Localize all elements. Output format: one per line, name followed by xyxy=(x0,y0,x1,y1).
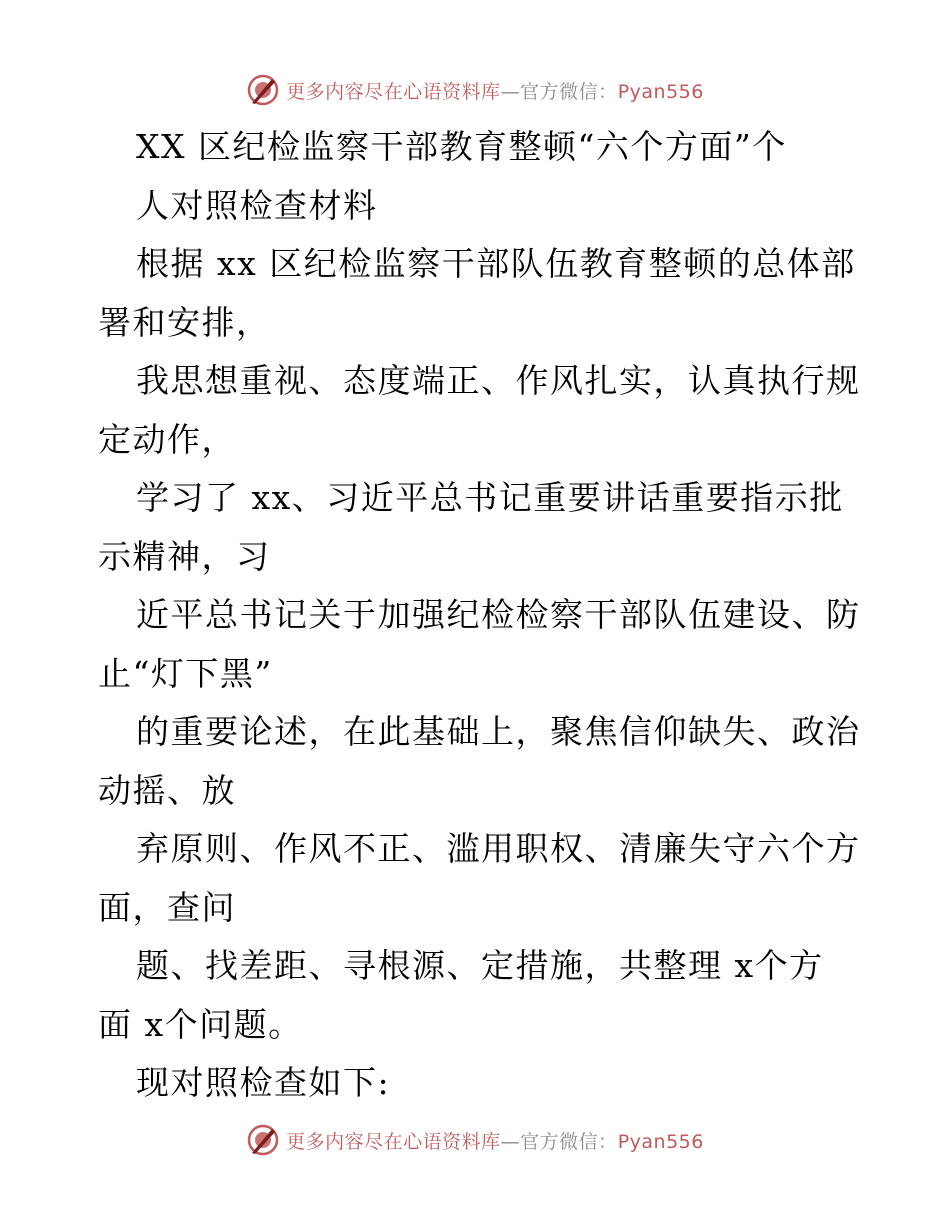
text-line: 根据 xx 区纪检监察干部队伍教育整顿的总体部 xyxy=(136,244,856,283)
watermark-main: 更多内容尽在心语资料库 xyxy=(286,80,501,103)
text-line: 学习了 xx、习近平总书记重要讲话重要指示批 xyxy=(136,478,844,517)
text-line: 止“灯下黑” xyxy=(98,653,273,693)
watermark-main: 更多内容尽在心语资料库 xyxy=(286,1130,501,1153)
watermark-sub: 官方微信： xyxy=(520,80,618,103)
text-line: 面 x个问题。 xyxy=(98,1004,303,1044)
text-line: 动摇、放 xyxy=(98,770,236,810)
watermark-sub: 官方微信： xyxy=(520,1130,618,1153)
header-watermark xyxy=(0,70,950,110)
text-line: 的重要论述，在此基础上，聚焦信仰缺失、政治 xyxy=(136,712,861,751)
text-line: 署和安排， xyxy=(98,302,271,342)
text-line: 定动作， xyxy=(98,419,236,459)
quill-seal-icon xyxy=(246,1123,280,1157)
document-body xyxy=(98,118,861,1113)
watermark-id: Pyan556 xyxy=(617,80,704,103)
text-line: 题、找差距、寻根源、定措施，共整理 x个方 xyxy=(136,946,824,985)
text-line: 弃原则、作风不正、滥用职权、清廉失守六个方 xyxy=(136,829,861,868)
text-line: 面，查问 xyxy=(98,887,236,927)
text-line: 人对照检查材料 xyxy=(136,185,378,225)
text-line: XX 区纪检监察干部教育整顿“六个方面”个 xyxy=(136,127,787,166)
watermark-id: Pyan556 xyxy=(617,1130,704,1153)
text-line: 现对照检查如下: xyxy=(136,1063,391,1102)
quill-seal-icon xyxy=(246,73,280,107)
watermark-dash: — xyxy=(500,1130,521,1153)
watermark-dash: — xyxy=(500,80,521,103)
text-line: 我思想重视、态度端正、作风扎实，认真执行规 xyxy=(136,361,861,400)
text-line: 示精神，习 xyxy=(98,536,271,576)
watermark-text xyxy=(286,77,704,104)
text-line: 近平总书记关于加强纪检检察干部队伍建设、防 xyxy=(136,595,861,634)
watermark-text xyxy=(286,1127,704,1154)
footer-watermark xyxy=(0,1120,950,1160)
